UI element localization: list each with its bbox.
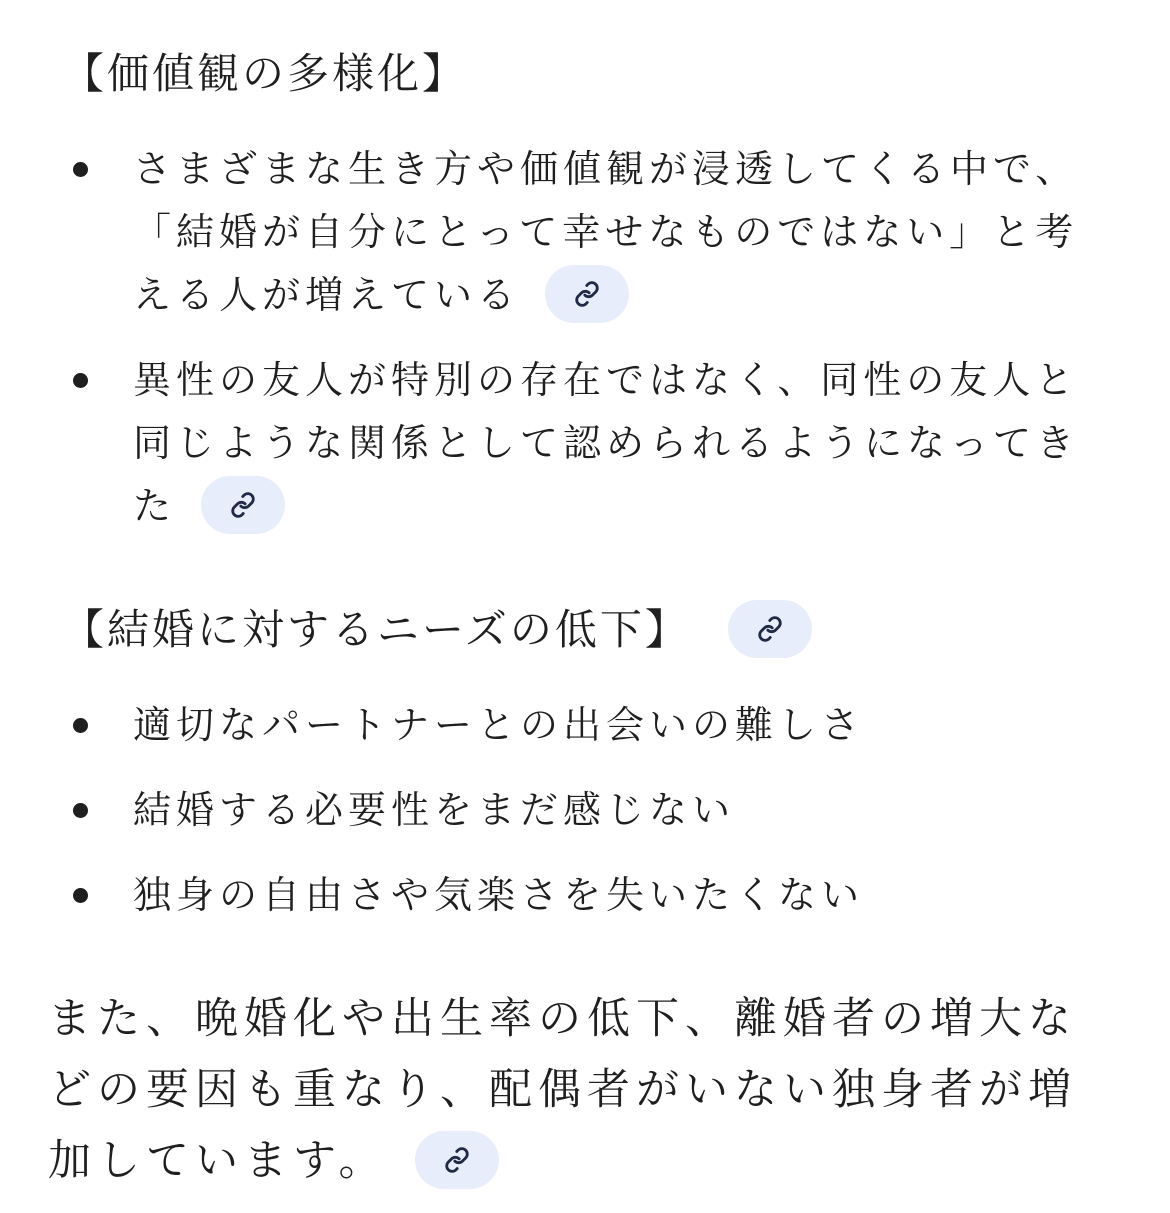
- source-link-button[interactable]: [201, 476, 285, 534]
- needs-bullet-list: [0, 694, 1170, 927]
- source-link-button[interactable]: [545, 265, 629, 323]
- list-item: [0, 779, 1113, 842]
- link-icon: [757, 616, 783, 642]
- bullet-icon: [73, 718, 88, 733]
- source-link-button[interactable]: [415, 1131, 499, 1189]
- section-heading-text: 【価値観の多様化】: [62, 49, 468, 98]
- section-heading-needs: [62, 600, 812, 662]
- link-icon: [444, 1147, 470, 1173]
- list-item: [0, 349, 1113, 538]
- values-bullet-list: [0, 138, 1170, 538]
- list-item-text: 結婚する必要性をまだ感じない: [133, 788, 736, 832]
- source-link-button[interactable]: [728, 600, 812, 658]
- list-item-text: 異性の友人が特別の存在ではなく、同性の友人と同じような関係として認められるようになってきた: [133, 358, 1080, 528]
- list-item-text: さまざまな生き方や価値観が浸透してくる中で、「結婚が自分にとって幸せなものではない」と考える人が増えている: [133, 147, 1079, 317]
- closing-paragraph: [48, 984, 1123, 1197]
- bullet-icon: [73, 373, 88, 388]
- section-heading-values: [62, 44, 467, 104]
- link-icon: [230, 492, 256, 518]
- section-heading-text: 【結婚に対するニーズの低下】: [62, 605, 690, 654]
- bullet-icon: [73, 888, 88, 903]
- list-item: [0, 694, 1113, 757]
- list-item: [0, 138, 1113, 327]
- bullet-icon: [73, 803, 88, 818]
- closing-paragraph-text: また、晩婚化や出生率の低下、離婚者の増大などの要因も重なり、配偶者がいない独身者が増加しています。: [48, 994, 1077, 1186]
- link-icon: [574, 281, 600, 307]
- list-item: [0, 864, 1113, 927]
- list-item-text: 適切なパートナーとの出会いの難しさ: [133, 703, 865, 747]
- bullet-icon: [73, 162, 88, 177]
- list-item-text: 独身の自由さや気楽さを失いたくない: [133, 873, 865, 917]
